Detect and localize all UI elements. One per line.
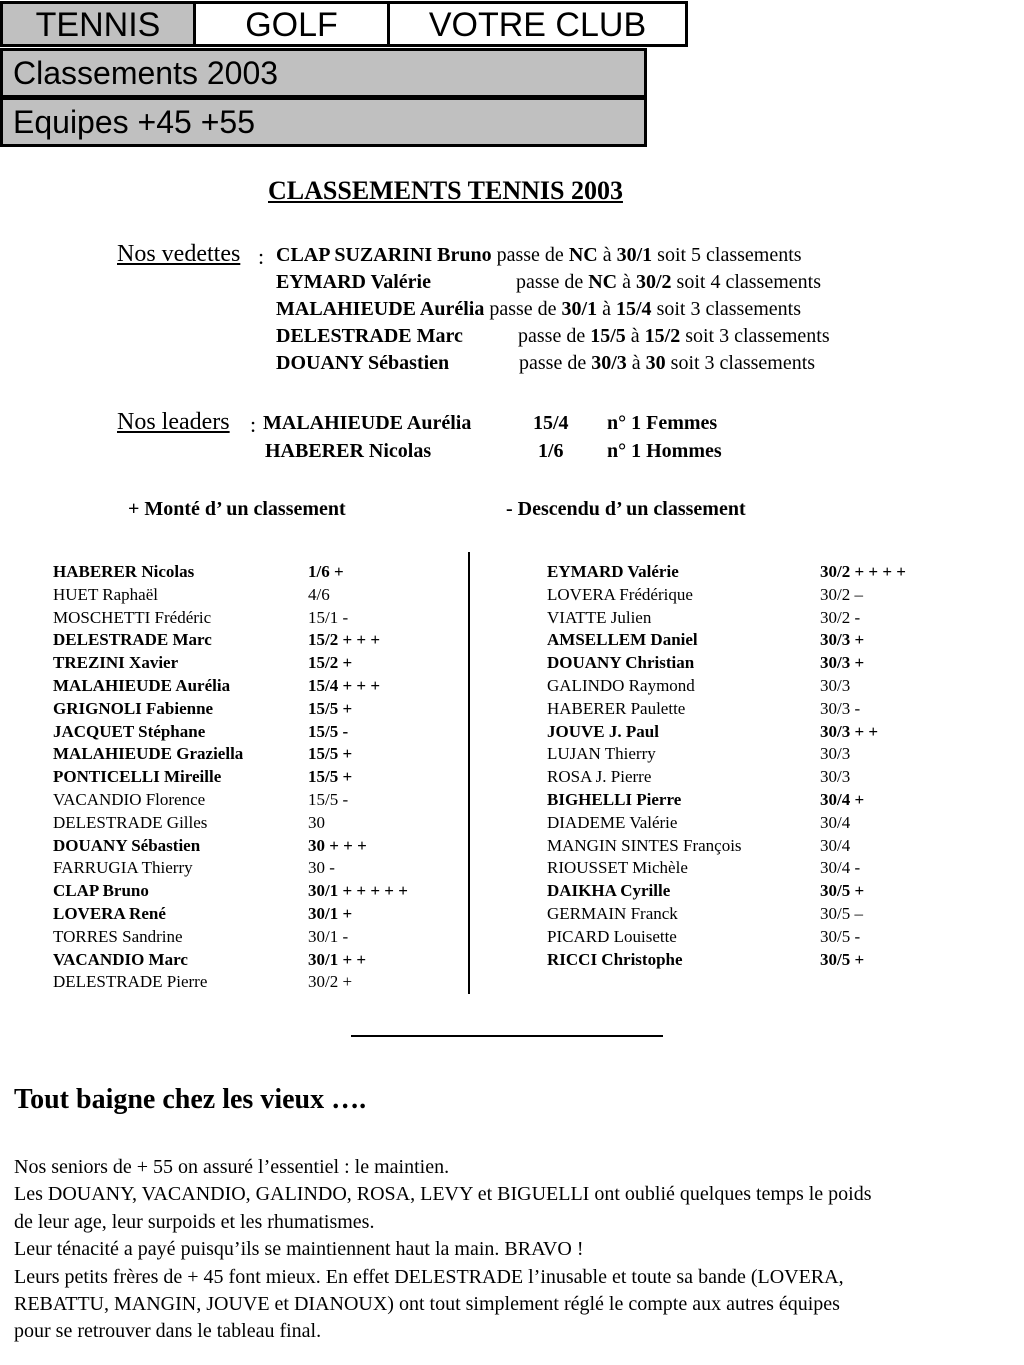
table-player-name: RICCI Christophe xyxy=(547,950,683,969)
table-player-rank: 30/5 - xyxy=(820,927,861,946)
table-player-name: DOUANY Sébastien xyxy=(53,836,201,855)
table-player-rank: 30/3 xyxy=(820,676,851,695)
table-player-name: LUJAN Thierry xyxy=(547,744,656,763)
article-line: Leurs petits frères de + 45 font mieux. En effet DELESTRADE l’inusable et toute sa bande (LOVERA, xyxy=(14,1265,844,1288)
table-player-name: GERMAIN Franck xyxy=(547,904,678,923)
table-player-rank: 15/5 - xyxy=(308,790,349,809)
table-player-name: EYMARD Valérie xyxy=(547,562,679,581)
article-line: de leur age, leur surpoids et les rhumatismes. xyxy=(14,1210,375,1233)
vedette-text: à xyxy=(602,244,612,266)
leader-name: HABERER Nicolas xyxy=(265,440,432,462)
nav-equipes-45-55[interactable]: Equipes +45 +55 xyxy=(0,97,647,147)
vedette-to: 15/2 xyxy=(644,325,681,347)
article-line: Nos seniors de + 55 on assuré l’essentiel : le maintien. xyxy=(14,1156,450,1178)
table-player-rank: 30/5 – xyxy=(820,904,863,923)
legend-up: + Monté d’ un classement xyxy=(128,498,346,520)
table-player-name: TORRES Sandrine xyxy=(53,927,183,946)
leaders-label: Nos leaders xyxy=(117,409,230,435)
table-player-rank: 30/1 + xyxy=(308,904,353,923)
vedette-row xyxy=(276,244,802,267)
table-player-name: DELESTRADE Pierre xyxy=(53,972,208,991)
table-player-rank: 15/2 + xyxy=(308,653,353,672)
table-player-name: VIATTE Julien xyxy=(547,608,652,627)
vedette-to: 30 xyxy=(645,352,666,374)
leader-name: MALAHIEUDE Aurélia xyxy=(263,412,472,434)
table-player-name: DELESTRADE Marc xyxy=(53,630,212,649)
vedettes-label: Nos vedettes xyxy=(117,241,241,267)
table-player-rank: 30/2 - xyxy=(820,608,861,627)
table-player-name: GRIGNOLI Fabienne xyxy=(53,699,214,718)
table-player-name: DOUANY Christian xyxy=(547,653,695,672)
table-player-rank: 15/5 - xyxy=(308,722,349,741)
table-player-name: MOSCHETTI Frédéric xyxy=(53,608,212,627)
vedette-text: passe de xyxy=(516,271,584,293)
leader-rank: 1/6 xyxy=(538,440,564,462)
vedette-row xyxy=(276,325,830,348)
vedette-from: NC xyxy=(588,271,618,293)
table-player-name: HUET Raphaël xyxy=(53,585,158,604)
vedette-text: à xyxy=(622,271,631,293)
table-player-rank: 4/6 xyxy=(308,585,330,604)
table-player-name: ROSA J. Pierre xyxy=(547,767,652,786)
vedette-text: soit 3 classements xyxy=(670,352,816,374)
vedette-to: 15/4 xyxy=(616,298,652,320)
page-title: CLASSEMENTS TENNIS 2003 xyxy=(268,176,623,205)
vedette-text: à xyxy=(630,325,640,347)
table-player-rank: 30/1 + + + + + xyxy=(308,881,408,900)
vedette-text: soit 4 classements xyxy=(676,271,821,293)
vedette-from: 30/3 xyxy=(591,352,627,374)
table-player-name: BIGHELLI Pierre xyxy=(547,790,682,809)
table-player-name: CLAP Bruno xyxy=(53,881,149,900)
vedette-name: DOUANY Sébastien xyxy=(276,352,450,374)
table-player-rank: 1/6 + xyxy=(308,562,344,581)
vedette-name: MALAHIEUDE Aurélia xyxy=(276,298,485,320)
article-heading: Tout baigne chez les vieux …. xyxy=(14,1084,367,1115)
vedette-to: 30/2 xyxy=(635,271,672,293)
table-player-rank: 30/3 + + xyxy=(820,722,879,741)
leader-rank: 15/4 xyxy=(533,412,569,434)
nav-classements-2003[interactable]: Classements 2003 xyxy=(0,48,647,98)
table-player-rank: 30/4 xyxy=(820,836,851,855)
article-line: REBATTU, MANGIN, JOUVE et DIANOUX) ont tout simplement réglé le compte aux autres équipes xyxy=(14,1293,840,1316)
table-player-name: DELESTRADE Gilles xyxy=(53,813,208,832)
table-player-name: MANGIN SINTES François xyxy=(547,836,742,855)
table-player-rank: 30/3 + xyxy=(820,630,865,649)
table-player-rank: 15/4 + + + xyxy=(308,676,381,695)
table-player-rank: 15/1 - xyxy=(308,608,349,627)
table-player-rank: 30/5 + xyxy=(820,950,865,969)
table-player-name: PONTICELLI Mireille xyxy=(53,767,222,786)
legend-down: - Descendu d’ un classement xyxy=(506,498,746,520)
column-divider xyxy=(468,552,470,994)
table-player-name: AMSELLEM Daniel xyxy=(547,630,698,649)
vedette-text: à xyxy=(602,298,611,320)
vedette-to: 30/1 xyxy=(616,244,653,266)
section-separator xyxy=(351,1035,663,1037)
table-player-rank: 30/2 + + + + xyxy=(820,562,906,581)
table-player-rank: 30/4 xyxy=(820,813,851,832)
leader-note: n° 1 Hommes xyxy=(607,440,722,462)
table-player-rank: 30/4 + xyxy=(820,790,865,809)
table-player-name: RIOUSSET Michèle xyxy=(547,858,688,877)
tab-golf[interactable]: GOLF xyxy=(193,1,390,47)
table-player-rank: 30/3 - xyxy=(820,699,861,718)
vedette-name: CLAP SUZARINI Bruno xyxy=(276,244,492,266)
table-player-name: HABERER Paulette xyxy=(547,699,686,718)
vedette-text: passe de xyxy=(496,244,564,266)
vedette-from: 15/5 xyxy=(590,325,626,347)
table-player-rank: 30/2 – xyxy=(820,585,863,604)
vedette-name: EYMARD Valérie xyxy=(276,271,431,293)
vedette-text: soit 3 classements xyxy=(656,298,801,320)
article-body xyxy=(14,1154,1004,1346)
table-player-rank: 30/5 + xyxy=(820,881,865,900)
table-player-rank: 15/5 + xyxy=(308,767,353,786)
table-player-name: LOVERA René xyxy=(53,904,166,923)
vedette-from: 30/1 xyxy=(561,298,598,320)
vedettes-colon: : xyxy=(258,244,265,269)
table-player-name: VACANDIO Florence xyxy=(53,790,206,809)
table-player-name: PICARD Louisette xyxy=(547,927,677,946)
vedette-name: DELESTRADE Marc xyxy=(276,325,463,347)
vedette-from: NC xyxy=(568,244,598,266)
vedette-text: soit 3 classements xyxy=(685,325,830,347)
table-player-name: MALAHIEUDE Aurélia xyxy=(53,676,231,695)
vedette-text: passe de xyxy=(489,298,557,320)
table-player-rank: 30/3 + xyxy=(820,653,865,672)
vedette-row xyxy=(276,298,801,321)
table-player-name: JACQUET Stéphane xyxy=(53,722,206,741)
table-player-rank: 15/5 + xyxy=(308,699,353,718)
tab-tennis[interactable]: TENNIS xyxy=(0,1,196,47)
table-player-name: MALAHIEUDE Graziella xyxy=(53,744,244,763)
table-player-name: GALINDO Raymond xyxy=(547,676,695,695)
vedette-text: passe de xyxy=(519,352,587,374)
table-player-name: LOVERA Frédérique xyxy=(547,585,693,604)
article-line: pour se retrouver dans le tableau final. xyxy=(14,1320,322,1343)
table-player-rank: 30 + + + xyxy=(308,836,367,855)
vedette-row xyxy=(276,271,821,294)
table-player-rank: 30 - xyxy=(308,858,335,877)
vedette-text: à xyxy=(631,352,641,374)
table-player-rank: 30/4 - xyxy=(820,858,861,877)
table-player-name: FARRUGIA Thierry xyxy=(53,858,193,877)
table-player-rank: 30/3 xyxy=(820,744,851,763)
table-player-rank: 30/1 + + xyxy=(308,950,367,969)
table-player-rank: 15/2 + + + xyxy=(308,630,381,649)
table-player-name: VACANDIO Marc xyxy=(53,950,188,969)
table-player-rank: 30 xyxy=(308,813,325,832)
table-player-rank: 15/5 + xyxy=(308,744,353,763)
table-player-rank: 30/3 xyxy=(820,767,851,786)
table-player-rank: 30/1 - xyxy=(308,927,349,946)
article-line: Leur ténacité a payé puisqu’ils se maintiennent haut la main. BRAVO ! xyxy=(14,1238,584,1261)
leader-note: n° 1 Femmes xyxy=(607,412,718,434)
article-line: Les DOUANY, VACANDIO, GALINDO, ROSA, LEVY et BIGUELLI ont oublié quelques temps le poids xyxy=(14,1183,872,1206)
table-player-name: DAIKHA Cyrille xyxy=(547,881,671,900)
vedette-text: soit 5 classements xyxy=(657,244,802,266)
tab-votre-club[interactable]: VOTRE CLUB xyxy=(387,1,688,47)
table-player-name: DIADEME Valérie xyxy=(547,813,678,832)
leaders-colon: : xyxy=(250,412,257,437)
table-player-name: HABERER Nicolas xyxy=(53,562,195,581)
vedette-text: passe de xyxy=(518,325,586,347)
table-player-rank: 30/2 + xyxy=(308,972,353,991)
table-player-name: JOUVE J. Paul xyxy=(547,722,659,741)
table-player-name: TREZINI Xavier xyxy=(53,653,179,672)
vedette-row xyxy=(276,352,815,375)
